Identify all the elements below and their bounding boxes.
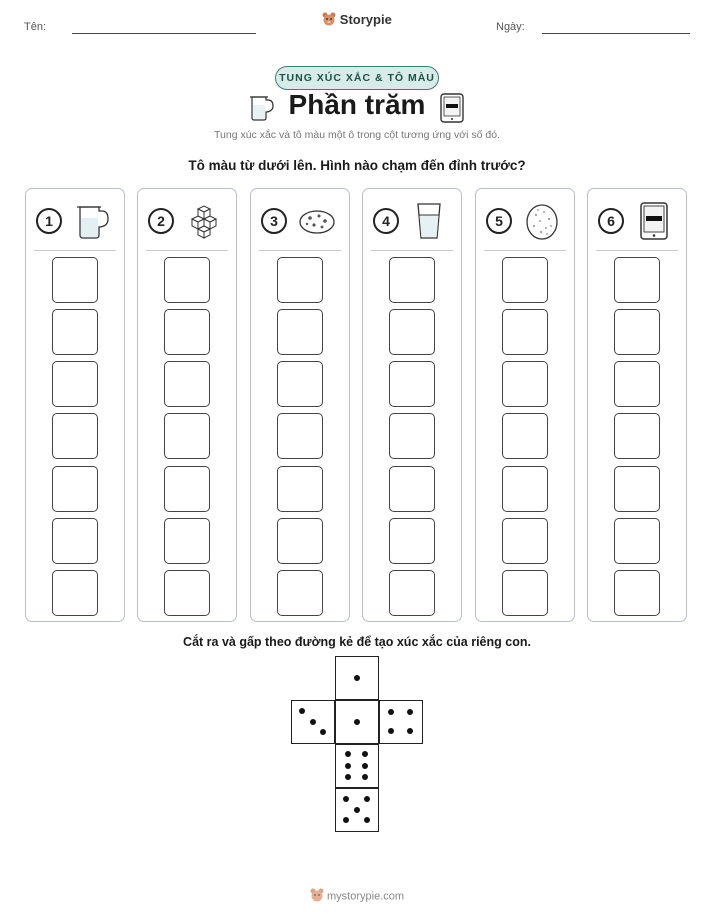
color-cell[interactable] (389, 413, 435, 459)
column-divider (146, 250, 228, 251)
color-cell[interactable] (502, 361, 548, 407)
color-cell[interactable] (164, 361, 210, 407)
column-header (476, 189, 574, 251)
die-face (291, 700, 335, 744)
die-face (335, 744, 379, 788)
column-header (251, 189, 349, 251)
color-cell[interactable] (52, 570, 98, 616)
column-number: 2 (148, 208, 174, 234)
date-label: Ngày: (496, 21, 525, 33)
die-pip (364, 817, 370, 823)
die-face (335, 700, 379, 744)
color-cell[interactable] (389, 466, 435, 512)
die-pip (345, 751, 351, 757)
die-pip (345, 774, 351, 780)
glass-icon (409, 201, 449, 241)
die-face (379, 700, 423, 744)
die-pip (354, 675, 360, 681)
color-cell[interactable] (502, 518, 548, 564)
cut-instruction: Cắt ra và gấp theo đường kẻ để tạo xúc xắc của riêng con. (183, 635, 531, 649)
die-pip (362, 774, 368, 780)
column-number: 3 (261, 208, 287, 234)
color-cell[interactable] (164, 309, 210, 355)
color-cell[interactable] (389, 361, 435, 407)
die-pip (320, 729, 326, 735)
die-face (335, 788, 379, 832)
die-pip (343, 796, 349, 802)
column-4 (362, 188, 462, 622)
tablet-icon (634, 201, 674, 241)
brand-logo (0, 12, 714, 29)
column-header (26, 189, 124, 251)
activity-badge: TUNG XÚC XẮC & TÔ MÀU (275, 66, 439, 90)
color-cell[interactable] (389, 309, 435, 355)
bear-mascot-icon (322, 12, 336, 29)
subtitle: Tung xúc xắc và tô màu một ô trong cột tương ứng với số đó. (214, 129, 500, 141)
die-pip (407, 709, 413, 715)
die-pip (364, 796, 370, 802)
die-pip (362, 751, 368, 757)
color-cell[interactable] (389, 518, 435, 564)
color-cell[interactable] (502, 309, 548, 355)
die-pip (310, 719, 316, 725)
die-pip (388, 709, 394, 715)
color-cell[interactable] (277, 570, 323, 616)
color-cell[interactable] (502, 570, 548, 616)
date-line[interactable] (542, 33, 690, 34)
color-cell[interactable] (164, 257, 210, 303)
color-cell[interactable] (277, 466, 323, 512)
column-number: 5 (486, 208, 512, 234)
column-number: 1 (36, 208, 62, 234)
name-line[interactable] (72, 33, 256, 34)
column-number: 6 (598, 208, 624, 234)
name-label: Tên: (24, 21, 47, 33)
color-cell[interactable] (614, 361, 660, 407)
column-6 (587, 188, 687, 622)
color-cell[interactable] (614, 466, 660, 512)
color-cell[interactable] (389, 257, 435, 303)
color-cell[interactable] (277, 518, 323, 564)
color-cell[interactable] (614, 518, 660, 564)
die-pip (407, 728, 413, 734)
die-pip (343, 817, 349, 823)
column-divider (259, 250, 341, 251)
cookie-icon (297, 201, 337, 241)
page-title: Phần trăm (288, 89, 426, 120)
color-cell[interactable] (52, 413, 98, 459)
color-cell[interactable] (389, 570, 435, 616)
column-5 (475, 188, 575, 622)
color-cell[interactable] (614, 309, 660, 355)
brand-name: Storypie (339, 12, 392, 27)
color-cell[interactable] (277, 257, 323, 303)
column-number: 4 (373, 208, 399, 234)
color-cell[interactable] (164, 466, 210, 512)
die-face (335, 656, 379, 700)
color-cell[interactable] (614, 413, 660, 459)
color-cell[interactable] (52, 518, 98, 564)
color-cell[interactable] (502, 466, 548, 512)
color-cell[interactable] (52, 309, 98, 355)
color-cell[interactable] (277, 309, 323, 355)
die-pip (388, 728, 394, 734)
color-cell[interactable] (502, 257, 548, 303)
color-cell[interactable] (52, 257, 98, 303)
instruction: Tô màu từ dưới lên. Hình nào chạm đến đỉnh trước? (188, 158, 526, 173)
column-divider (484, 250, 566, 251)
sugar-cubes-icon (184, 201, 224, 241)
color-cell[interactable] (164, 518, 210, 564)
bear-mascot-icon (310, 888, 324, 905)
egg-icon (522, 201, 562, 241)
column-header (588, 189, 686, 251)
color-cell[interactable] (614, 570, 660, 616)
column-header (138, 189, 236, 251)
die-pip (354, 719, 360, 725)
color-cell[interactable] (52, 361, 98, 407)
column-1 (25, 188, 125, 622)
die-pip (299, 708, 305, 714)
column-header (363, 189, 461, 251)
color-cell[interactable] (164, 413, 210, 459)
column-divider (371, 250, 453, 251)
die-pip (362, 763, 368, 769)
color-cell[interactable] (277, 413, 323, 459)
color-cell[interactable] (614, 257, 660, 303)
color-cell[interactable] (502, 413, 548, 459)
color-cell[interactable] (52, 466, 98, 512)
tablet-icon (440, 93, 464, 123)
column-divider (34, 250, 116, 251)
footer-url: mystorypie.com (327, 890, 405, 903)
color-cell[interactable] (164, 570, 210, 616)
column-2 (137, 188, 237, 622)
column-divider (596, 250, 678, 251)
column-3 (250, 188, 350, 622)
color-cell[interactable] (277, 361, 323, 407)
die-pip (345, 763, 351, 769)
footer (0, 888, 714, 905)
pitcher-icon (72, 201, 112, 241)
die-pip (354, 807, 360, 813)
